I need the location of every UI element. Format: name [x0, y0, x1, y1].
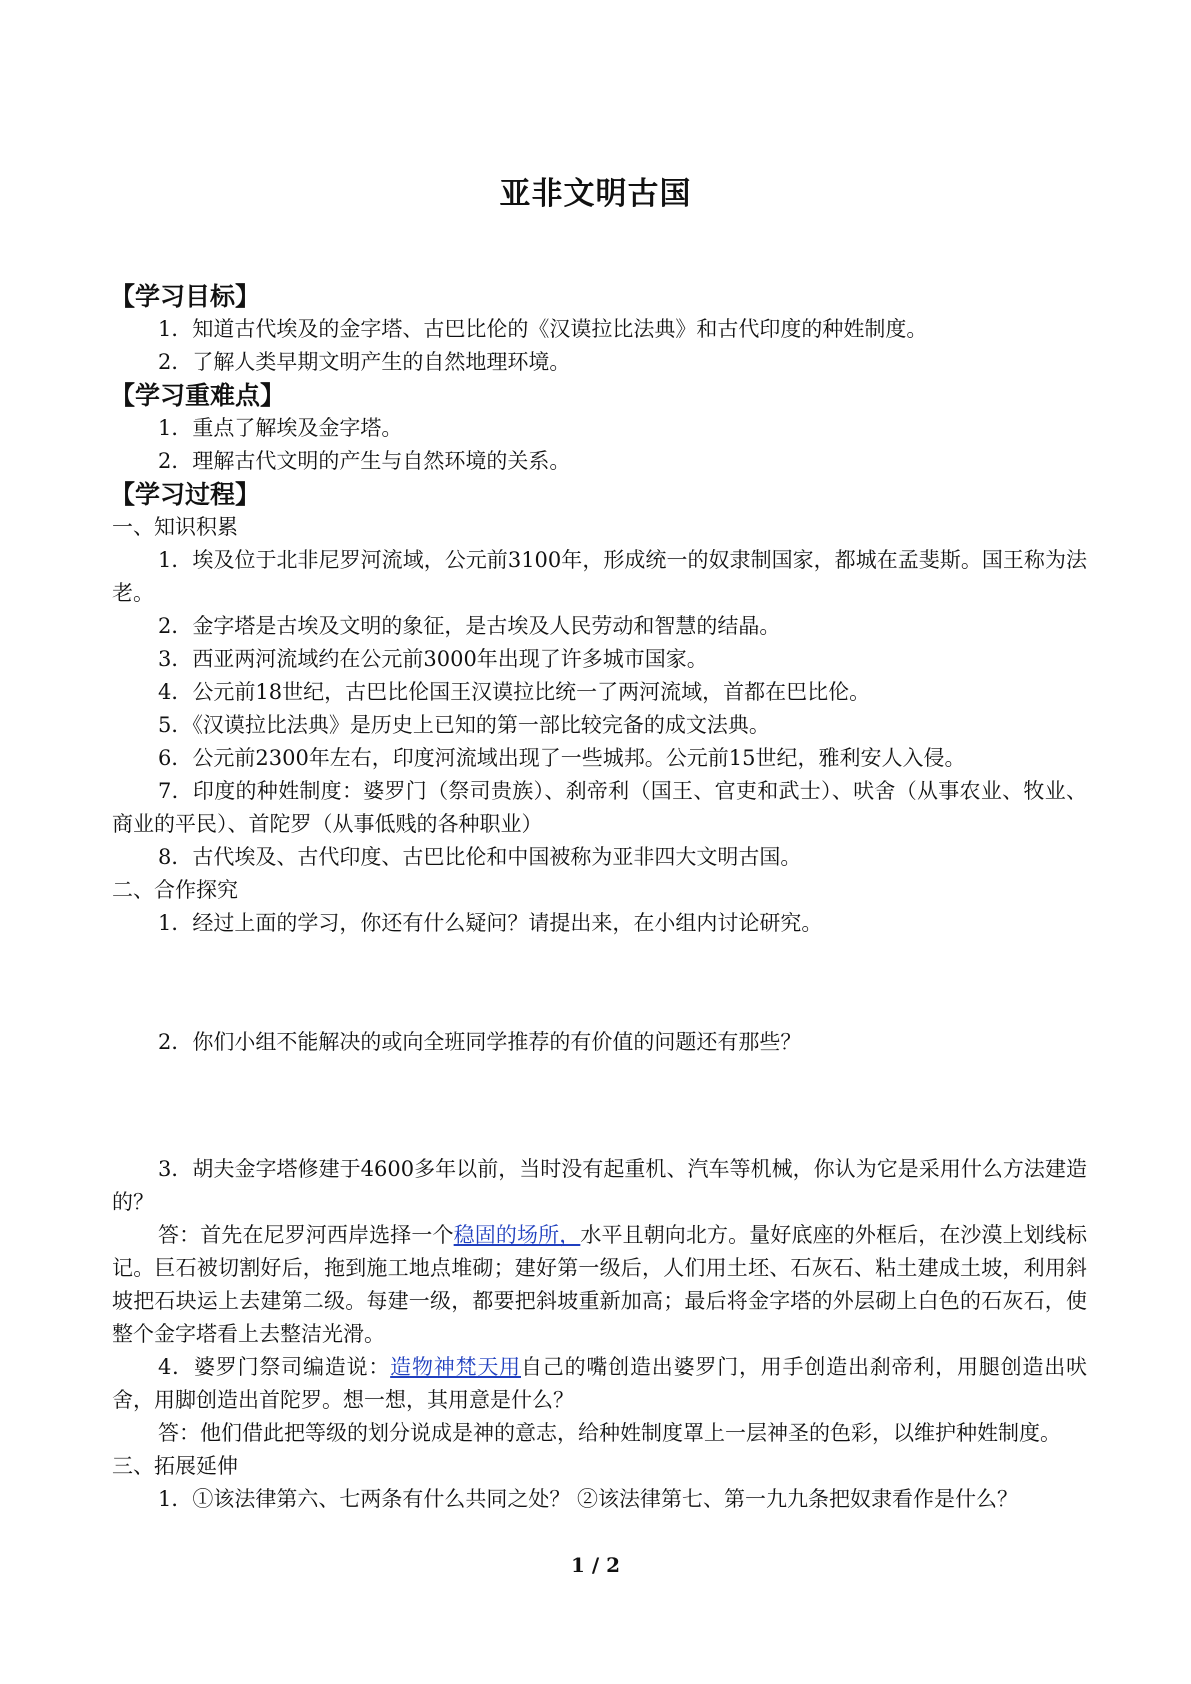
goal-item-2: 2．了解人类早期文明产生的自然地理环境。 [158, 350, 571, 374]
cooperation-question-3: 3．胡夫金字塔修建于4600多年以前，当时没有起重机、汽车等机械，你认为它是采用什么方法建造的？ [112, 1157, 1087, 1214]
knowledge-item-2: 2．金字塔是古埃及文明的象征，是古埃及人民劳动和智慧的结晶。 [158, 614, 781, 638]
question-4-prefix: 4．婆罗门祭司编造说： [158, 1355, 391, 1379]
cooperation-answer-3 [112, 1219, 1087, 1351]
answer-space-2 [112, 1059, 1087, 1153]
key-point-item-1: 1．重点了解埃及金字塔。 [158, 416, 403, 440]
cooperation-question-4 [112, 1351, 1087, 1417]
knowledge-item-3: 3．西亚两河流域约在公元前3000年出现了许多城市国家。 [158, 647, 708, 671]
key-points-heading: 【学习重难点】 [110, 381, 286, 410]
knowledge-item-7: 7．印度的种姓制度：婆罗门（祭司贵族）、刹帝利（国王、官吏和武士）、吠舍（从事农业、牧业、商业的平民）、首陀罗（从事低贱的各种职业） [112, 779, 1087, 836]
knowledge-item-5: 5．《汉谟拉比法典》是历史上已知的第一部比较完备的成文法典。 [158, 713, 770, 737]
goals-heading: 【学习目标】 [110, 282, 261, 311]
section-cooperation-title: 二、合作探究 [112, 878, 238, 902]
knowledge-item-1: 1．埃及位于北非尼罗河流域，公元前3100年，形成统一的奴隶制国家，都城在孟斐斯。国王称为法老。 [112, 548, 1087, 605]
knowledge-item-8: 8．古代埃及、古代印度、古巴比伦和中国被称为亚非四大文明古国。 [158, 845, 802, 869]
brahma-link[interactable]: 造物神梵天用 [390, 1355, 521, 1379]
process-heading: 【学习过程】 [110, 480, 261, 509]
answer-3-suffix: 水平且朝向北方。量好底座的外框后，在沙漠上划线标记。巨石被切割好后，拖到施工地点堆砌；建好第一级后，人们用土坯、石灰石、粘土建成土坡，利用斜坡把石块运上去建第二级。每建一级，都要把斜坡重新加高；最后将金字塔的外层砌上白色的石灰石，使整个金字塔看上去整洁光滑。 [112, 1223, 1088, 1346]
page-number: 1 / 2 [570, 1553, 621, 1577]
key-point-item-2: 2．理解古代文明的产生与自然环境的关系。 [158, 449, 571, 473]
knowledge-item-4: 4．公元前18世纪，古巴比伦国王汉谟拉比统一了两河流域，首都在巴比伦。 [158, 680, 871, 704]
stable-site-link[interactable]: 稳固的场所， [453, 1223, 581, 1247]
cooperation-answer-4: 答：他们借此把等级的划分说成是神的意志，给种姓制度罩上一层神圣的色彩，以维护种姓制度。 [158, 1421, 1061, 1445]
question-4-suffix: 自己的嘴创造出婆罗门，用手创造出刹帝利，用腿创造出吠舍，用脚创造出首陀罗。想一想，其用意是什么？ [112, 1355, 1087, 1412]
answer-3-prefix: 答：首先在尼罗河西岸选择一个 [158, 1223, 454, 1247]
page-title: 亚非文明古国 [499, 176, 692, 212]
cooperation-question-1: 1．经过上面的学习，你还有什么疑问？请提出来，在小组内讨论研究。 [158, 911, 823, 935]
section-extension-title: 三、拓展延伸 [112, 1454, 238, 1478]
section-knowledge-title: 一、知识积累 [112, 515, 238, 539]
goal-item-1: 1．知道古代埃及的金字塔、古巴比伦的《汉谟拉比法典》和古代印度的种姓制度。 [158, 317, 928, 341]
answer-space-1 [112, 940, 1087, 1026]
knowledge-item-6: 6．公元前2300年左右，印度河流域出现了一些城邦。公元前15世纪，雅利安人入侵。 [158, 746, 966, 770]
document-body [112, 280, 1087, 1516]
extension-question-1: 1．①该法律第六、七两条有什么共同之处？ ②该法律第七、第一九九条把奴隶看作是什么？ [158, 1487, 1019, 1511]
cooperation-question-2: 2．你们小组不能解决的或向全班同学推荐的有价值的问题还有那些？ [158, 1030, 802, 1054]
